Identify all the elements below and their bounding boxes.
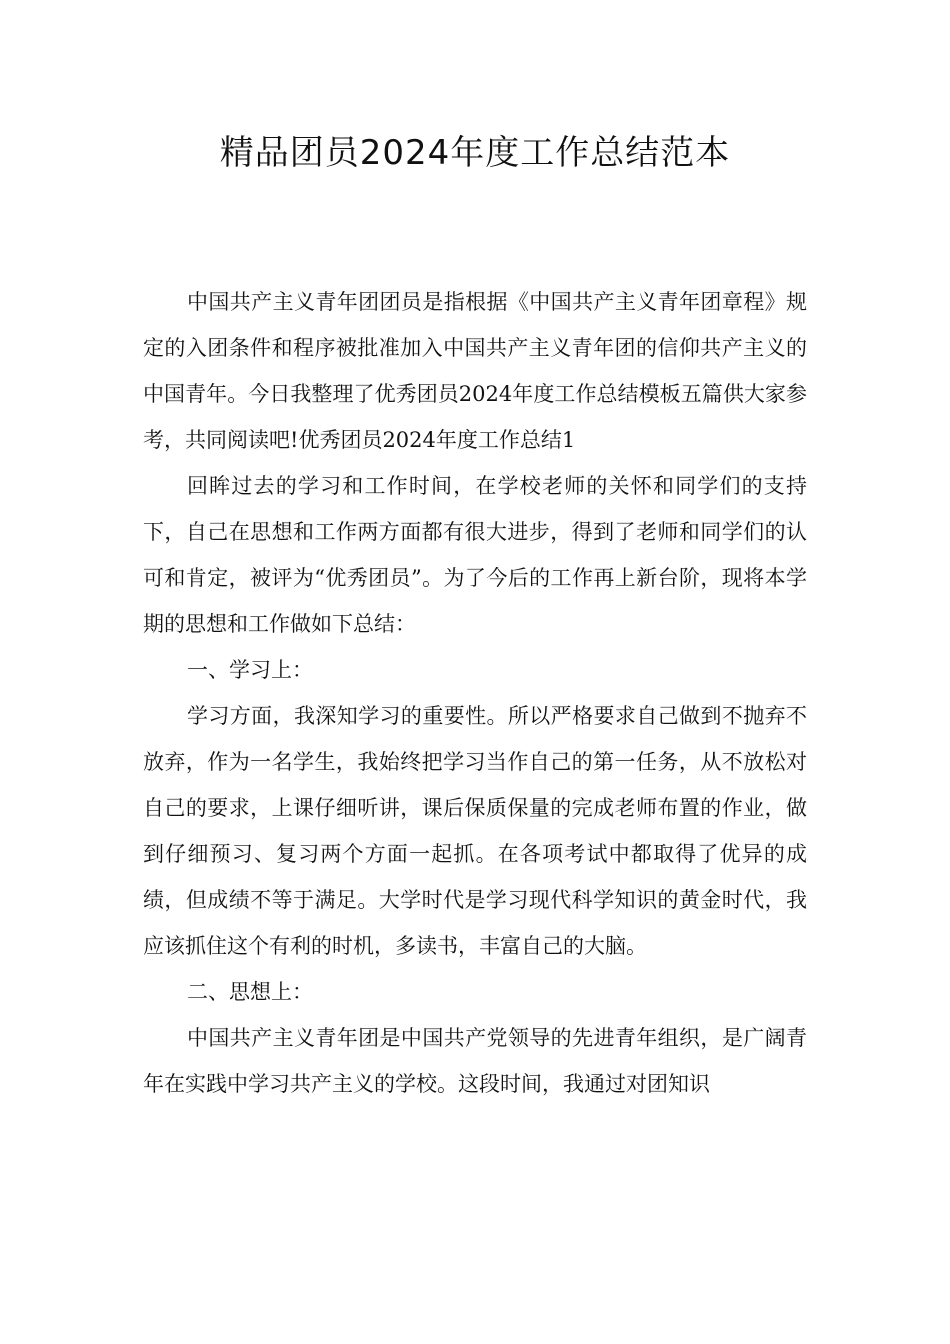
thought-paragraph: 中国共产主义青年团是中国共产党领导的先进青年组织，是广阔青年在实践中学习共产主义的学校。这段时间，我通过对团知识 [143, 1026, 807, 1096]
document-title: 精品团员2024年度工作总结范本 [219, 133, 731, 173]
document-body [143, 279, 807, 1107]
intro-paragraph: 中国共产主义青年团团员是指根据《中国共产主义青年团章程》规定的入团条件和程序被批准加入中国共产主义青年团的信仰共产主义的中国青年。今日我整理了优秀团员2024年度工作总结模板五篇供大家参考，共同阅读吧!优秀团员2024年度工作总结1 [143, 290, 807, 452]
section-heading-study: 一、学习上： [187, 658, 313, 682]
study-paragraph: 学习方面，我深知学习的重要性。所以严格要求自己做到不抛弃不放弃，作为一名学生，我始终把学习当作自己的第一任务，从不放松对自己的要求，上课仔细听讲，课后保质保量的完成老师布置的作业，做到仔细预习、复习两个方面一起抓。在各项考试中都取得了优异的成绩，但成绩不等于满足。大学时代是学习现代科学知识的黄金时代，我应该抓住这个有利的时机，多读书，丰富自己的大脑。 [143, 704, 807, 958]
section-heading-thought: 二、思想上： [187, 980, 313, 1004]
review-paragraph: 回眸过去的学习和工作时间，在学校老师的关怀和同学们的支持下，自己在思想和工作两方面都有很大进步，得到了老师和同学们的认可和肯定，被评为“优秀团员”。为了今后的工作再上新台阶，现将本学期的思想和工作做如下总结： [143, 474, 807, 636]
